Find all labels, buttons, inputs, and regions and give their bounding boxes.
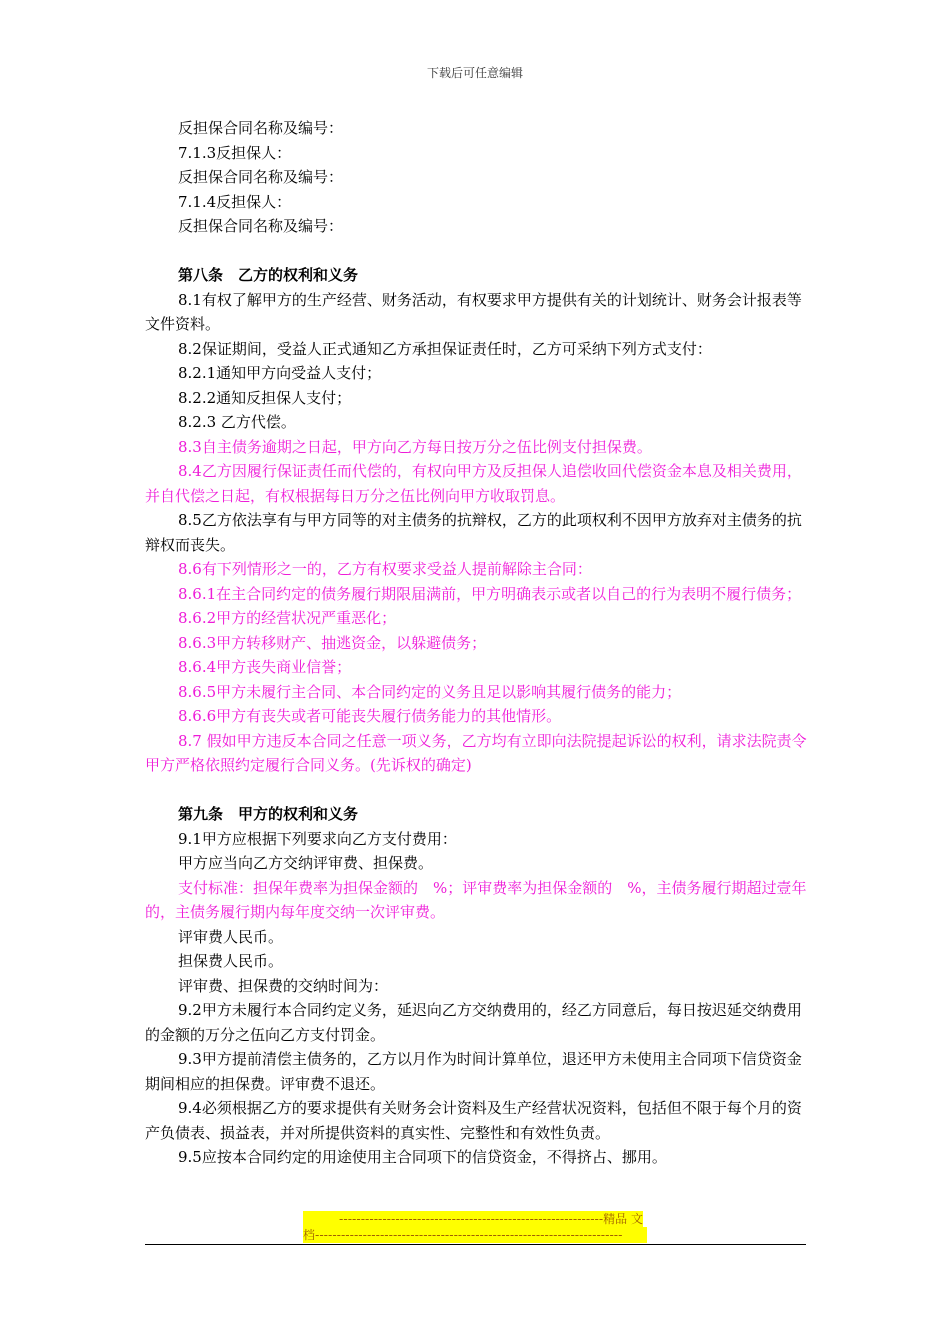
document-body (145, 116, 810, 1170)
blank-line (145, 239, 810, 264)
footer-watermark-line1: -------------------------------------------------------------精品 文 (303, 1211, 643, 1227)
paragraph: 支付标准：担保年费率为担保金额的 %；评审费率为担保金额的 %，主债务履行期超过壹年的，主债务履行期内每年度交纳一次评审费。 (145, 878, 807, 921)
paragraph: 8.6有下列情形之一的，乙方有权要求受益人提前解除主合同： (178, 560, 592, 578)
paragraph: 9.4必须根据乙方的要求提供有关财务会计资料及生产经营状况资料，包括但不限于每个月的资产负债表、损益表，并对所提供资料的真实性、完整性和有效性负责。 (145, 1099, 802, 1142)
paragraph: 反担保合同名称及编号： (178, 168, 344, 186)
section-heading: 第九条 甲方的权利和义务 (178, 805, 359, 823)
paragraph: 8.4乙方因履行保证责任而代偿的，有权向甲方及反担保人追偿收回代偿资金本息及相关费用，并自代偿之日起，有权根据每日万分之伍比例向甲方收取罚息。 (145, 462, 802, 505)
paragraph: 7.1.4反担保人： (178, 192, 292, 211)
paragraph: 8.2.1通知甲方向受益人支付； (178, 364, 382, 382)
paragraph: 8.6.2甲方的经营状况严重恶化； (178, 609, 397, 627)
paragraph: 甲方应当向乙方交纳评审费、担保费。 (178, 854, 434, 872)
paragraph: 评审费人民币。 (178, 927, 284, 946)
paragraph: 9.5应按本合同约定的用途使用主合同项下的信贷资金，不得挤占、挪用。 (178, 1148, 667, 1166)
paragraph: 8.6.1在主合同约定的债务履行期限届满前，甲方明确表示或者以自己的行为表明不履行债务； (178, 584, 802, 603)
paragraph: 7.1.3反担保人： (178, 143, 292, 162)
paragraph: 8.2.2通知反担保人支付； (178, 388, 352, 407)
paragraph: 8.6.4甲方丧失商业信誉； (178, 658, 352, 676)
blank-line (145, 778, 810, 803)
paragraph: 担保费人民币。 (178, 952, 284, 970)
paragraph: 9.1甲方应根据下列要求向乙方支付费用： (178, 829, 457, 848)
paragraph: 8.5乙方依法享有与甲方同等的对主债务的抗辩权，乙方的此项权利不因甲方放弃对主债务的抗辩权而丧失。 (145, 511, 802, 554)
paragraph: 反担保合同名称及编号： (178, 217, 344, 235)
page-header: 下载后可任意编辑 (426, 66, 523, 80)
paragraph: 8.6.6甲方有丧失或者可能丧失履行债务能力的其他情形。 (178, 707, 562, 725)
paragraph: 8.3自主债务逾期之日起，甲方向乙方每日按万分之伍比例支付担保费。 (178, 437, 652, 456)
paragraph: 8.2.3 乙方代偿。 (178, 413, 296, 431)
paragraph: 8.7 假如甲方违反本合同之任意一项义务，乙方均有立即向法院提起诉讼的权利，请求法院责令甲方严格依照约定履行合同义务。(先诉权的确定) (145, 731, 807, 774)
paragraph: 9.3甲方提前清偿主债务的，乙方以月作为时间计算单位，退还甲方未使用主合同项下信贷资金期间相应的担保费。评审费不退还。 (145, 1050, 802, 1093)
paragraph: 9.2甲方未履行本合同约定义务，延迟向乙方交纳费用的，经乙方同意后，每日按迟延交纳费用的金额的万分之伍向乙方支付罚金。 (145, 1001, 802, 1044)
paragraph: 8.6.3甲方转移财产、抽逃资金，以躲避债务； (178, 633, 487, 652)
paragraph: 8.6.5甲方未履行主合同、本合同约定的义务且足以影响其履行债务的能力； (178, 682, 682, 701)
section-heading: 第八条 乙方的权利和义务 (178, 266, 359, 284)
paragraph: 反担保合同名称及编号： (178, 119, 344, 137)
paragraph: 评审费、担保费的交纳时间为： (178, 976, 389, 995)
paragraph: 8.1有权了解甲方的生产经营、财务活动，有权要求甲方提供有关的计划统计、财务会计报表等文件资料。 (145, 290, 802, 333)
paragraph: 8.2保证期间，受益人正式通知乙方承担保证责任时，乙方可采纳下列方式支付： (178, 339, 712, 358)
footer-rule (145, 1244, 806, 1245)
footer-watermark-line2: 档----------------------------------------------------------------------- (303, 1227, 647, 1243)
